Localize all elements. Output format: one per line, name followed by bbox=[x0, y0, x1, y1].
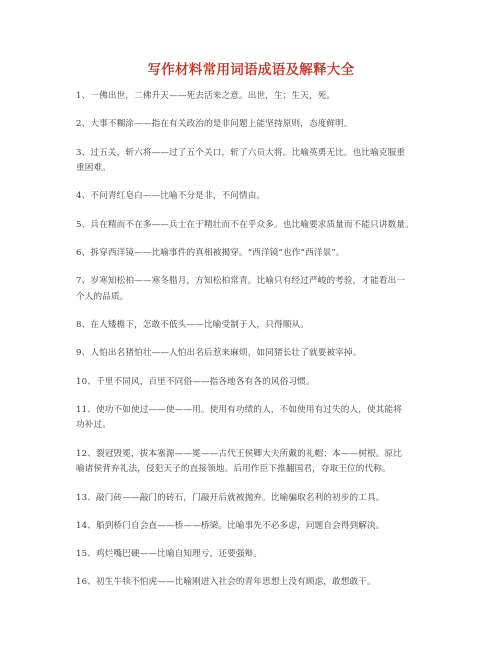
list-item: 11、使功不如使过——使——用。使用有功绩的人，不如使用有过失的人，使其能将 功补过。 bbox=[76, 404, 403, 431]
list-item: 16、初生牛犊不怕虎——比喻刚进入社会的青年思想上没有顾虑，敢想敢干。 bbox=[76, 577, 376, 588]
list-item: 4、不问青红皂白——比喻不分是非，不问情由。 bbox=[76, 191, 266, 202]
entry-list bbox=[76, 89, 436, 604]
list-item: 12、裂冠毁冕，拔本塞源——冕——古代王侯卿大夫所戴的礼帽；本——树根。原比 喻诸侯背弃礼法，侵犯天子的直接领地。后用作臣下推翻国君，夺取王位的代称。 bbox=[76, 448, 403, 475]
document-title: 写作材料常用词语成语及解释大全 bbox=[147, 62, 355, 78]
list-item: 2、大事不糊涂——指在有关政治的是非问题上能坚持原则，态度鲜明。 bbox=[76, 119, 353, 130]
list-item: 7、岁寒知松柏——寒冬腊月，方知松柏常青。比喻只有经过严峻的考验，才能看出一 个人的品质。 bbox=[76, 276, 406, 302]
list-item: 6、拆穿西洋镜——比喻事件的真相被揭穿。“西洋镜”也作“西洋景”。 bbox=[76, 247, 345, 258]
list-item: 10、千里不同风，百里不同俗——指各地各有各的风俗习惯。 bbox=[76, 376, 315, 387]
list-item: 1、一佛出世，二佛升天——死去活来之意。出世，生；生天，死。 bbox=[76, 91, 336, 101]
list-item: 8、在人矮檐下，怎敢不低头——比喻受制于人，只得顺从。 bbox=[76, 320, 309, 331]
list-item: 9、人怕出名猪怕壮——人怕出名后惹来麻烦，如同猪长壮了就要被宰掉。 bbox=[76, 348, 362, 359]
list-item: 15、鸡烂嘴巴硬——比喻自知理亏，还要强辩。 bbox=[76, 549, 263, 560]
list-item: 5、兵在精而不在多——兵士在于精壮而不在乎众多。也比喻要求质量而不能只讲数量。 bbox=[76, 219, 414, 230]
list-item: 13、敲门砖——敲门的砖石，门敲开后就被抛弃。比喻骗取名利的初步的工具。 bbox=[76, 492, 385, 503]
list-item: 3、过五关，斩六将——过了五个关口，斩了六员大将。比喻英勇无比。也比喻克服重 重困难。 bbox=[76, 147, 406, 174]
list-item: 14、船到桥门自会直——桥——桥梁。比喻事先不必多虑，问题自会得到解决。 bbox=[76, 520, 385, 531]
